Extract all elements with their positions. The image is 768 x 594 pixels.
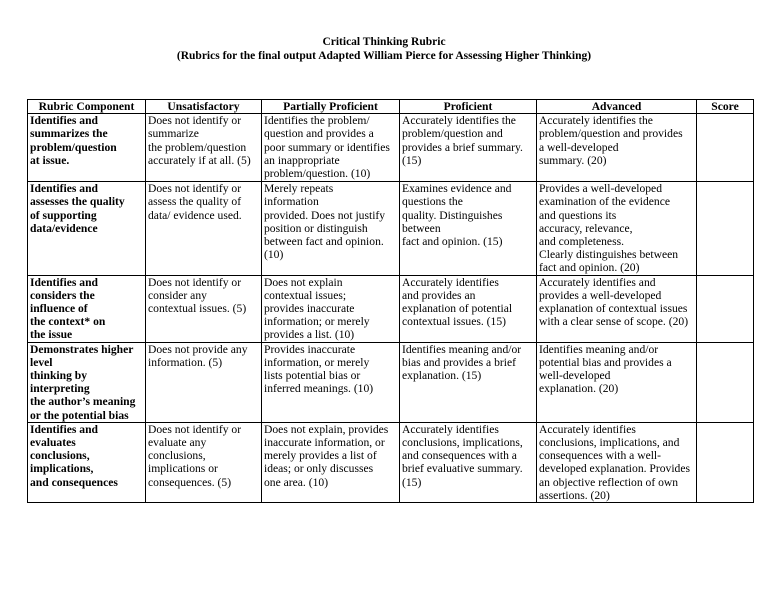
- header-advanced: Advanced: [537, 100, 697, 114]
- unsatisfactory-cell: Does not identify or consider any contextual issues. (5): [146, 275, 262, 342]
- score-cell[interactable]: [697, 114, 754, 182]
- header-partially-proficient: Partially Proficient: [262, 100, 400, 114]
- rubric-component-cell: Identifies and evaluates conclusions, implications, and consequences: [28, 422, 146, 502]
- score-cell[interactable]: [697, 342, 754, 422]
- partially-proficient-cell: Provides inaccurate information, or merely lists potential bias or inferred meanings. (10): [262, 342, 400, 422]
- advanced-cell: Accurately identifies conclusions, implications, and consequences with a well- developed explanation. Provides an objective reflection of own assertions. (20): [537, 422, 697, 502]
- header-unsatisfactory: Unsatisfactory: [146, 100, 262, 114]
- partially-proficient-cell: Does not explain, provides inaccurate information, or merely provides a list of ideas; or only discusses one area. (10): [262, 422, 400, 502]
- rubric-component-cell: Identifies and considers the influence of the context* on the issue: [28, 275, 146, 342]
- partially-proficient-cell: Merely repeats information provided. Does not justify position or distinguish between fact and opinion. (10): [262, 182, 400, 275]
- partially-proficient-cell: Does not explain contextual issues; provides inaccurate information; or merely provides a list. (10): [262, 275, 400, 342]
- table-row: [28, 342, 754, 422]
- advanced-cell: Provides a well-developed examination of the evidence and questions its accuracy, relevance, and completeness. Clearly distinguishes between fact and opinion. (20): [537, 182, 697, 275]
- advanced-cell: Accurately identifies and provides a well-developed explanation of contextual issues with a clear sense of scope. (20): [537, 275, 697, 342]
- table-row: [28, 422, 754, 502]
- advanced-cell: Identifies meaning and/or potential bias and provides a well-developed explanation. (20): [537, 342, 697, 422]
- header-score: Score: [697, 100, 754, 114]
- score-cell[interactable]: [697, 275, 754, 342]
- proficient-cell: Identifies meaning and/or bias and provides a brief explanation. (15): [400, 342, 537, 422]
- advanced-cell: Accurately identifies the problem/question and provides a well-developed summary. (20): [537, 114, 697, 182]
- header-rubric-component: Rubric Component: [28, 100, 146, 114]
- table-row: [28, 114, 754, 182]
- rubric-component-cell: Identifies and assesses the quality of supporting data/evidence: [28, 182, 146, 275]
- proficient-cell: Accurately identifies the problem/question and provides a brief summary. (15): [400, 114, 537, 182]
- partially-proficient-cell: Identifies the problem/ question and provides a poor summary or identifies an inappropriate problem/question. (10): [262, 114, 400, 182]
- document-heading: [0, 35, 768, 63]
- proficient-cell: Examines evidence and questions the quality. Distinguishes between fact and opinion. (15): [400, 182, 537, 275]
- document-title: Critical Thinking Rubric: [322, 36, 446, 48]
- proficient-cell: Accurately identifies conclusions, implications, and consequences with a brief evaluative summary. (15): [400, 422, 537, 502]
- document-subtitle: (Rubrics for the final output Adapted William Pierce for Assessing Higher Thinking): [176, 50, 592, 62]
- table-row: [28, 275, 754, 342]
- unsatisfactory-cell: Does not identify or assess the quality of data/ evidence used.: [146, 182, 262, 275]
- score-cell[interactable]: [697, 422, 754, 502]
- proficient-cell: Accurately identifies and provides an explanation of potential contextual issues. (15): [400, 275, 537, 342]
- unsatisfactory-cell: Does not identify or evaluate any conclusions, implications or consequences. (5): [146, 422, 262, 502]
- rubric-table: [27, 99, 754, 503]
- score-cell[interactable]: [697, 182, 754, 275]
- unsatisfactory-cell: Does not identify or summarize the problem/question accurately if at all. (5): [146, 114, 262, 182]
- table-row: [28, 182, 754, 275]
- rubric-component-cell: Identifies and summarizes the problem/question at issue.: [28, 114, 146, 182]
- header-proficient: Proficient: [400, 100, 537, 114]
- header-row: [28, 100, 754, 114]
- rubric-component-cell: Demonstrates higher level thinking by interpreting the author’s meaning or the potential bias: [28, 342, 146, 422]
- unsatisfactory-cell: Does not provide any information. (5): [146, 342, 262, 422]
